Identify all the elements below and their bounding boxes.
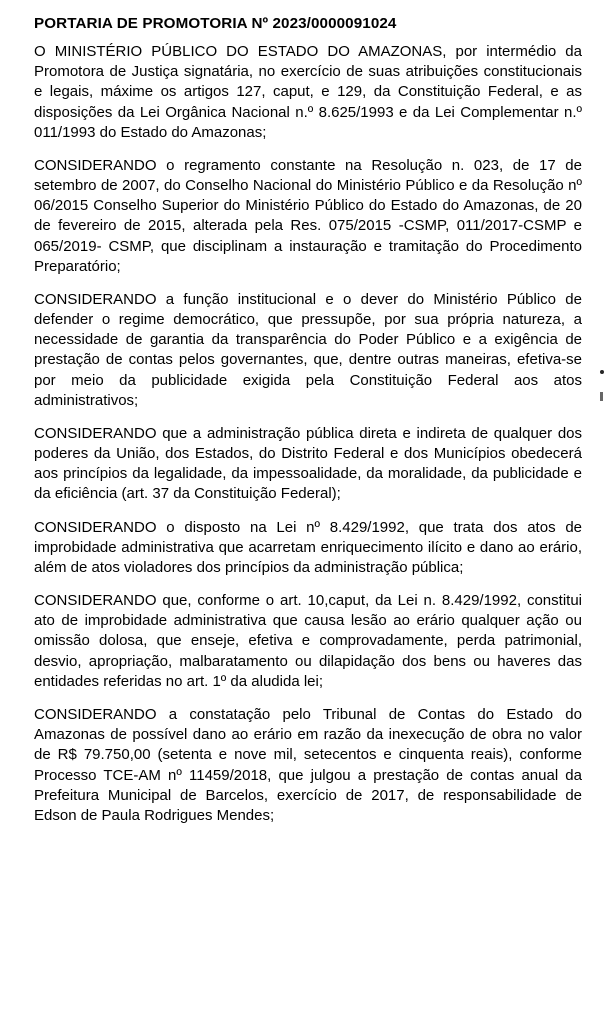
- paragraph-considerando-1: CONSIDERANDO o regramento constante na Resolução n. 023, de 17 de setembro de 2007, do Conselho Nacional do Ministério Público e da Resolução nº 06/2015 Conselho Superior do Ministério Público do Estado do Amazonas, de 20 de fevereiro de 2015, alterada pela Res. 075/2015 -CSMP, 011/2017-CSMP e 065/2019- CSMP, que disciplinam a instauração e tramitação do Procedimento Preparatório;: [34, 156, 582, 275]
- paragraph-considerando-2: CONSIDERANDO a função institucional e o dever do Ministério Público de defender o regime democrático, que pressupõe, por sua própria natureza, a necessidade de garantia da transparência do Poder Público e a exigência de prestação de contas pelos governantes, que, dentre outras maneiras, efetiva-se por meio da publicidade exigida pela Constituição Federal aos atos administrativos;: [34, 290, 582, 409]
- paragraph-preamble: O MINISTÉRIO PÚBLICO DO ESTADO DO AMAZONAS, por intermédio da Promotora de Justiça signatária, no exercício de suas atribuições constitucionais e legais, máxime os artigos 127, caput, e 129, da Constituição Federal, e as disposições da Lei Orgânica Nacional n.º 8.625/1993 e da Lei Complementar n.º 011/1993 do Estado do Amazonas;: [34, 43, 582, 141]
- scan-artifact-mark: [600, 392, 603, 401]
- paragraph-considerando-5: CONSIDERANDO que, conforme o art. 10,caput, da Lei n. 8.429/1992, constitui ato de improbidade administrativa que causa lesão ao erário qualquer ação ou omissão dolosa, que enseje, efetiva e comprovadamente, perda patrimonial, desvio, apropriação, malbaratamento ou dilapidação dos bens ou haveres das entidades referidas no art. 1º da aludida lei;: [34, 592, 582, 690]
- page-title: PORTARIA DE PROMOTORIA Nº 2023/0000091024: [34, 15, 397, 32]
- scan-artifact-dot: [600, 370, 604, 374]
- paragraph-considerando-3: CONSIDERANDO que a administração pública direta e indireta de qualquer dos poderes da União, dos Estados, do Distrito Federal e dos Municípios obedecerá aos princípios da legalidade, da impessoalidade, da moralidade, da publicidade e da eficiência (art. 37 da Constituição Federal);: [34, 424, 582, 503]
- paragraph-considerando-4: CONSIDERANDO o disposto na Lei nº 8.429/1992, que trata dos atos de improbidade administrativa que acarretam enriquecimento ilícito e dano ao erário, além de atos violadores dos princípios da administração pública;: [34, 518, 582, 576]
- paragraph-considerando-6: CONSIDERANDO a constatação pelo Tribunal de Contas do Estado do Amazonas de possível dano ao erário em razão da inexecução de obra no valor de R$ 79.750,00 (setenta e nove mil, setecentos e cinquenta reais), conforme Processo TCE-AM nº 11459/2018, que julgou a prestação de contas anual da Prefeitura Municipal de Barcelos, exercício de 2017, de responsabilidade de Edson de Paula Rodrigues Mendes;: [34, 705, 582, 824]
